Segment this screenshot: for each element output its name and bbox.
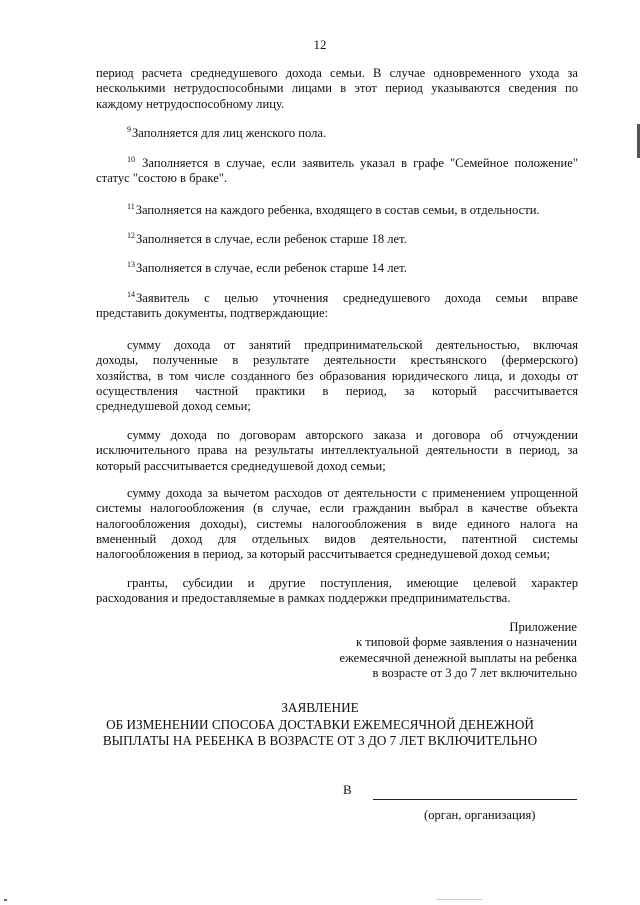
footnote-13 (96, 261, 578, 276)
text-line: сумму дохода по договорам авторского заказа и договора об отчуждении (127, 428, 578, 442)
text-line: к типовой форме заявления о назначении (355, 635, 577, 650)
text-line: налогообложения доходы), системы налогообложения в виде единого налога на (96, 516, 578, 531)
title-line: ОБ ИЗМЕНЕНИИ СПОСОБА ДОСТАВКИ ЕЖЕМЕСЯЧНОЙ ДЕНЕЖНОЙ (106, 716, 534, 732)
text-line: вмененный доход для отдельных видов деятельности, патентной системы (96, 531, 578, 546)
text-line: который рассчитывается среднедушевой доход семьи; (96, 458, 386, 473)
text-line: хозяйства, в том числе созданного без образования юридического лица, и доходы от (96, 368, 578, 383)
text-line: системы налогообложения (в случае, если гражданин выбрал в качестве объекта (96, 501, 578, 516)
footnote-9 (96, 126, 578, 141)
addressee-blank-line[interactable] (373, 799, 577, 800)
text-line: ежемесячной денежной выплаты на ребенка (339, 650, 577, 665)
text-line: среднедушевой доход семьи; (96, 399, 251, 414)
footnote-text: Заполняется на каждого ребенка, входящего в состав семьи, в отдельности. (135, 203, 540, 217)
scan-artifact (436, 899, 482, 900)
footnote-text: Заполняется в случае, если ребенок старше 14 лет. (136, 261, 407, 275)
text-line: каждому нетрудоспособному лицу. (96, 96, 285, 111)
text-line: сумму дохода от занятий предпринимательской деятельностью, включая (127, 338, 578, 352)
text-line: период расчета среднедушевого дохода семьи. В случае одновременного ухода за (96, 66, 578, 80)
scan-artifact (4, 899, 7, 901)
text-line (96, 156, 578, 171)
footnote-number: 13 (127, 260, 135, 269)
intro-paragraph (96, 66, 578, 112)
footnote-number: 12 (127, 231, 135, 240)
text-line: сумму дохода за вычетом расходов от деятельности с применением упрощенной (127, 486, 578, 500)
footnote-text: Заполняется в случае, если заявитель указал в графе "Семейное положение" (136, 156, 578, 170)
text-line (96, 291, 578, 306)
document-title (0, 700, 640, 750)
footnote-14 (96, 291, 578, 322)
income-item-grants (96, 576, 578, 607)
footnote-11 (96, 203, 578, 218)
footnote-text: Заполняется для лиц женского пола. (132, 126, 327, 140)
footnote-12 (96, 232, 578, 247)
income-item-taxation (96, 486, 578, 562)
addressee-prefix: В (343, 782, 352, 797)
title-heading: ЗАЯВЛЕНИЕ (281, 700, 359, 715)
income-item-copyright (96, 428, 578, 474)
text-line: в возрасте от 3 до 7 лет включительно (372, 665, 577, 680)
appendix-note (340, 620, 577, 681)
footnote-number: 14 (127, 290, 135, 299)
footnote-10 (96, 156, 578, 187)
income-item-business (96, 338, 578, 414)
addressee-caption: (орган, организация) (424, 808, 536, 822)
text-line: налогообложения в период, за который рассчитывается среднедушевой доход семьи; (96, 547, 550, 562)
text-line: представить документы, подтверждающие: (96, 306, 329, 321)
text-line: доходы, полученные в результате деятельности крестьянского (фермерского) (96, 353, 578, 368)
appendix-heading: Приложение (509, 620, 577, 634)
text-line: гранты, субсидии и другие поступления, имеющие целевой характер (127, 576, 578, 590)
text-line: исключительного права на результаты интеллектуальной деятельности в период, за (96, 443, 578, 458)
page-number: 12 (313, 37, 327, 52)
footnote-number: 11 (127, 202, 135, 211)
footnote-number: 9 (127, 125, 131, 134)
text-line: статус "состою в браке". (96, 171, 228, 186)
text-line: расходования и предоставляемые в рамках поддержки предпринимательства. (96, 591, 511, 606)
text-line: несколькими нетрудоспособными лицами в этот период указываются сведения по (96, 81, 578, 96)
title-line: ВЫПЛАТЫ НА РЕБЕНКА В ВОЗРАСТЕ ОТ 3 ДО 7 ЛЕТ ВКЛЮЧИТЕЛЬНО (102, 733, 538, 748)
footnote-text: Заявитель с целью уточнения среднедушевого дохода семьи вправе (136, 291, 578, 305)
footnote-number: 10 (127, 155, 135, 164)
footnote-text: Заполняется в случае, если ребенок старше 18 лет. (136, 232, 407, 246)
text-line: осуществления частной практики в период, за который рассчитывается (96, 383, 578, 398)
